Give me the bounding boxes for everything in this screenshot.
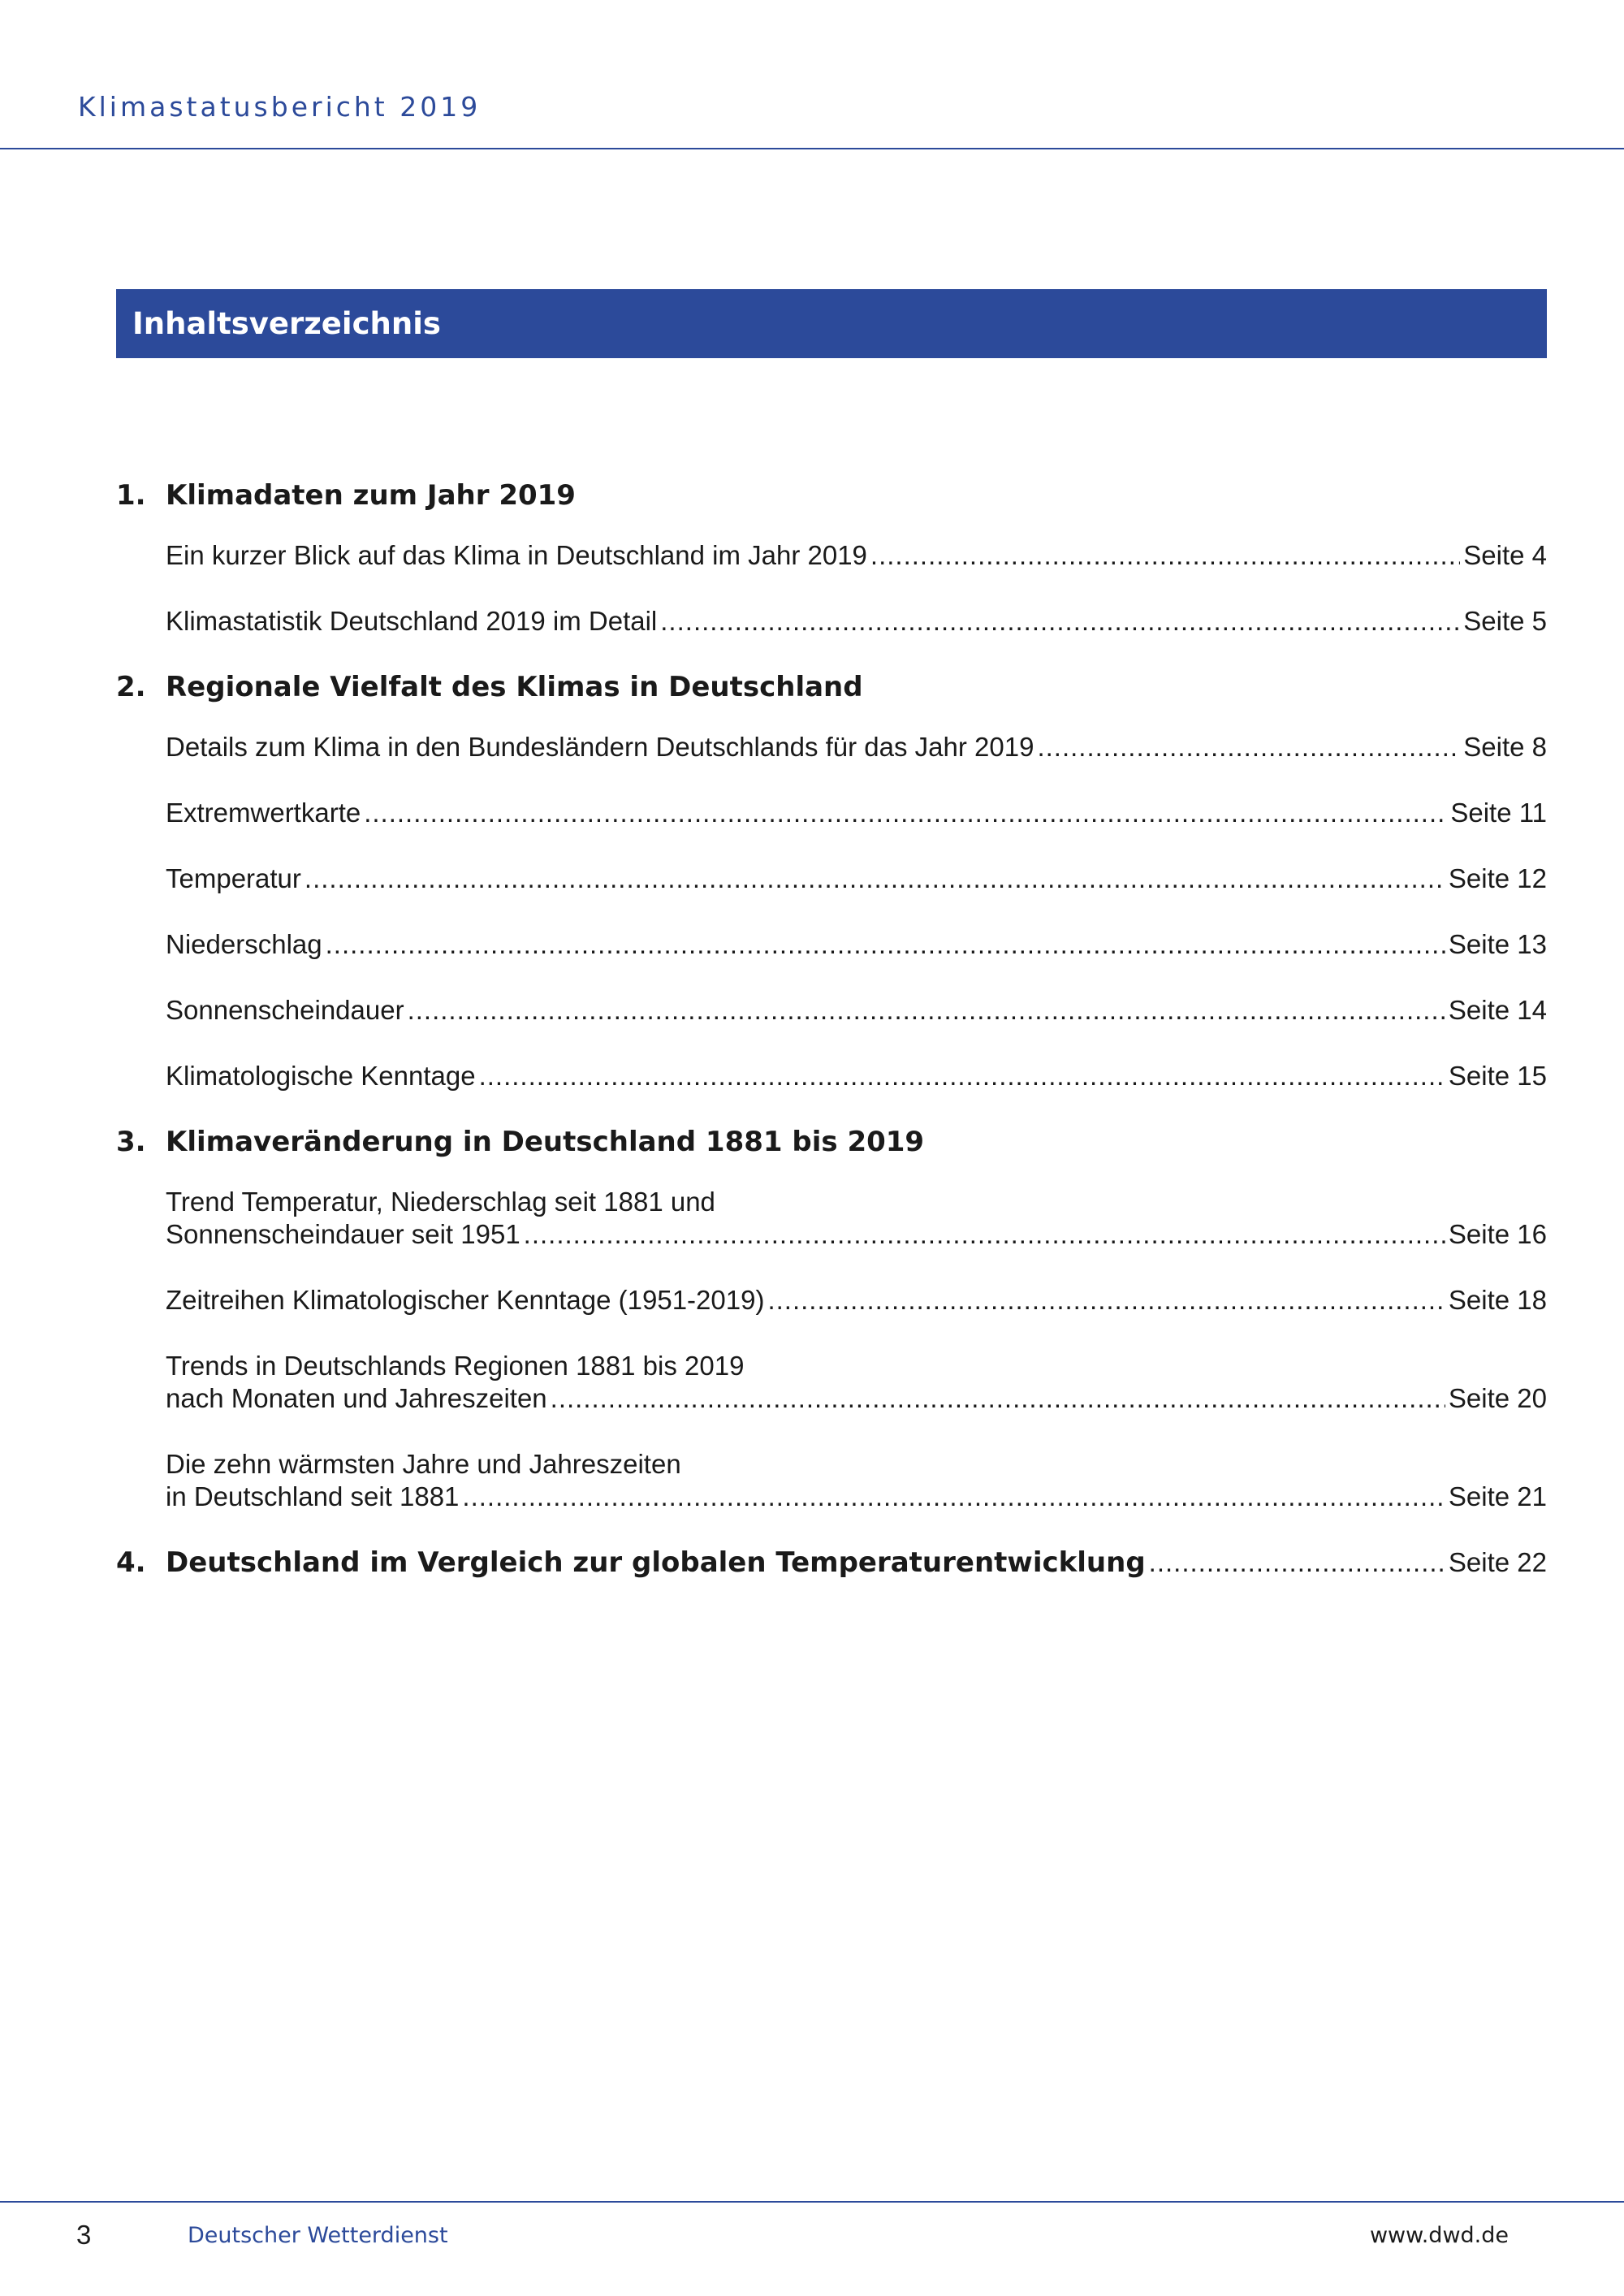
- entry-page: Seite 13: [1448, 929, 1547, 959]
- toc-entry[interactable]: [166, 1448, 1547, 1513]
- section-heading: [116, 671, 1547, 711]
- entry-title: Sonnenscheindauer seit 1951: [166, 1219, 520, 1249]
- entry-title: Ein kurzer Blick auf das Klima in Deutschland im Jahr 2019: [166, 540, 867, 570]
- dot-leader: [1149, 1547, 1445, 1578]
- section-title: Deutschland im Vergleich zur globalen Temperaturentwicklung: [166, 1546, 1146, 1579]
- toc-entry[interactable]: [166, 863, 1547, 895]
- dot-leader: [479, 1060, 1445, 1092]
- running-title: Klimastatusbericht 2019: [78, 91, 482, 123]
- section-title: Klimadaten zum Jahr 2019: [166, 479, 576, 512]
- entry-title-line1: Trend Temperatur, Niederschlag seit 1881 und: [166, 1187, 715, 1217]
- entry-title: nach Monaten und Jahreszeiten: [166, 1383, 547, 1413]
- toc-entry[interactable]: [166, 731, 1547, 763]
- dot-leader: [326, 928, 1445, 961]
- toc-section-1: [116, 479, 1547, 638]
- entry-page: Seite 20: [1448, 1383, 1547, 1413]
- entry-page: Seite 4: [1463, 540, 1547, 570]
- toc-section-3: [116, 1126, 1547, 1513]
- header-rule: [0, 148, 1624, 149]
- entry-title: Extremwertkarte: [166, 798, 361, 828]
- dot-leader: [462, 1481, 1445, 1513]
- toc-entry[interactable]: [166, 1350, 1547, 1415]
- section-number: 3.: [116, 1126, 146, 1158]
- toc-entry[interactable]: [166, 797, 1547, 829]
- toc-banner: [116, 289, 1547, 358]
- dot-leader: [1037, 731, 1460, 763]
- entry-title: Details zum Klima in den Bundesländern Deutschlands für das Jahr 2019: [166, 732, 1034, 762]
- entry-title: Klimatologische Kenntage: [166, 1061, 476, 1091]
- dot-leader: [408, 994, 1445, 1027]
- dot-leader: [767, 1284, 1445, 1317]
- page-number: 3: [76, 2220, 92, 2250]
- toc-section-2: [116, 671, 1547, 1092]
- entry-page: Seite 18: [1448, 1285, 1547, 1315]
- entry-page: Seite 12: [1448, 863, 1547, 893]
- entry-page: Seite 15: [1448, 1061, 1547, 1091]
- toc-entry[interactable]: [166, 1186, 1547, 1251]
- entry-page: Seite 14: [1448, 995, 1547, 1025]
- entry-page: Seite 22: [1448, 1547, 1547, 1577]
- section-title: Klimaveränderung in Deutschland 1881 bis 2019: [166, 1126, 925, 1158]
- toc-entry[interactable]: [166, 605, 1547, 638]
- dot-leader: [364, 797, 1447, 829]
- entry-title: Niederschlag: [166, 929, 322, 959]
- footer-url: www.dwd.de: [1369, 2223, 1509, 2248]
- table-of-contents: [116, 479, 1547, 1615]
- entry-title: Klimastatistik Deutschland 2019 im Detail: [166, 606, 658, 636]
- dot-leader: [551, 1382, 1445, 1415]
- toc-entry[interactable]: [166, 1060, 1547, 1092]
- entry-title-line1: Trends in Deutschlands Regionen 1881 bis 2019: [166, 1351, 745, 1381]
- section-number: 1.: [116, 479, 146, 512]
- section-heading: [116, 479, 1547, 520]
- entry-title-line1: Die zehn wärmsten Jahre und Jahreszeiten: [166, 1449, 681, 1479]
- section-heading: [116, 1546, 1547, 1587]
- entry-title: in Deutschland seit 1881: [166, 1481, 460, 1511]
- entry-page: Seite 21: [1448, 1481, 1547, 1511]
- dot-leader: [660, 605, 1460, 638]
- entry-page: Seite 16: [1448, 1219, 1547, 1249]
- footer-rule: [0, 2201, 1624, 2203]
- toc-entry[interactable]: [166, 994, 1547, 1027]
- entry-title: Sonnenscheindauer: [166, 995, 404, 1025]
- toc-heading: Inhaltsverzeichnis: [132, 305, 441, 341]
- dot-leader: [524, 1218, 1445, 1251]
- section-number: 2.: [116, 671, 146, 703]
- dot-leader: [304, 863, 1445, 895]
- toc-entry[interactable]: [166, 928, 1547, 961]
- section-heading: [116, 1126, 1547, 1166]
- toc-entry[interactable]: [166, 539, 1547, 572]
- dot-leader: [870, 539, 1460, 572]
- toc-entry[interactable]: [166, 1284, 1547, 1317]
- entry-page: Seite 11: [1450, 798, 1547, 828]
- section-number: 4.: [116, 1546, 146, 1579]
- footer-organization: Deutscher Wetterdienst: [188, 2223, 448, 2248]
- entry-page: Seite 5: [1463, 606, 1547, 636]
- toc-section-4[interactable]: [116, 1546, 1547, 1587]
- entry-page: Seite 8: [1463, 732, 1547, 762]
- entry-title: Temperatur: [166, 863, 301, 893]
- section-title: Regionale Vielfalt des Klimas in Deutschland: [166, 671, 863, 703]
- entry-title: Zeitreihen Klimatologischer Kenntage (1951-2019): [166, 1285, 765, 1315]
